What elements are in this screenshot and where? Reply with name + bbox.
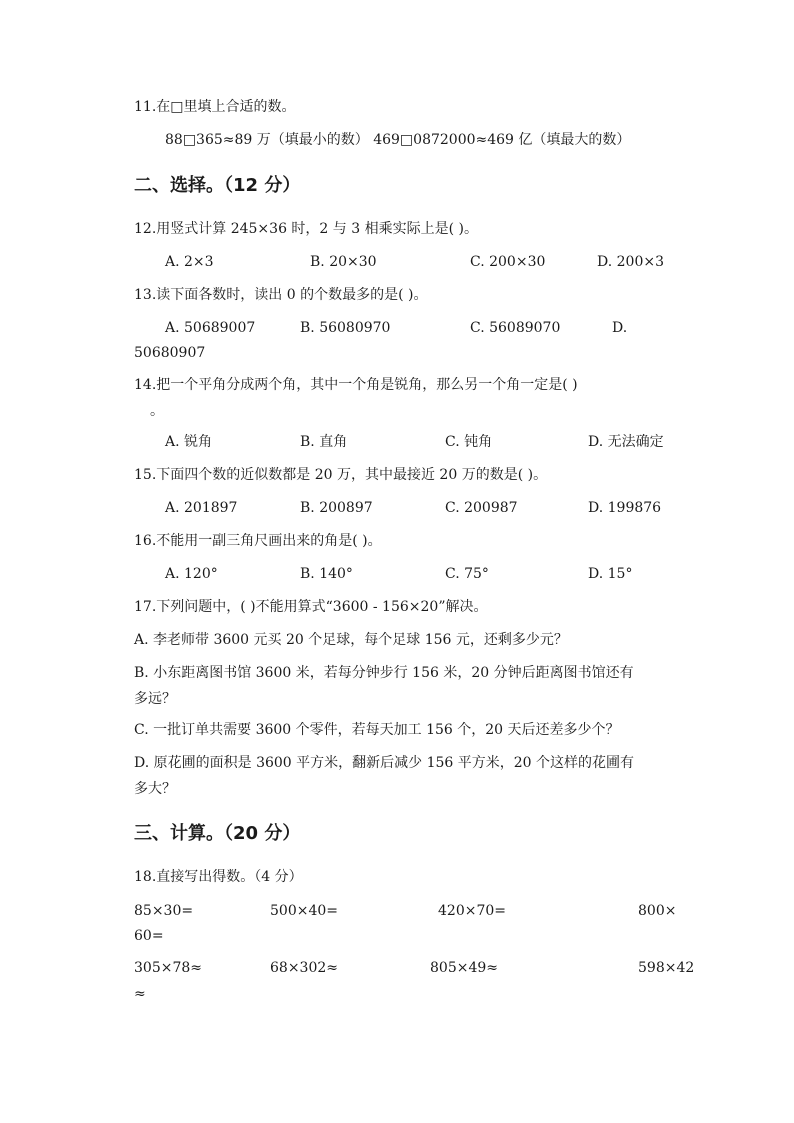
q18-r1-c2: 500×40=: [270, 903, 338, 919]
q18-r1-c4: 800×: [638, 903, 677, 919]
q15-option-d: D. 199876: [588, 500, 662, 516]
q11-line: 88□365≈89 万（填最小的数） 469□0872000≈469 亿（填最大的数）: [165, 132, 631, 148]
q18-r2-c2: 68×302≈: [270, 960, 338, 976]
q17-option-b: B. 小东距离图书馆 3600 米，若每分钟步行 156 米，20 分钟后距离图书馆还有: [134, 665, 634, 681]
q17-option-c: C. 一批订单共需要 3600 个零件，若每天加工 156 个，20 天后还差多少个？: [134, 722, 620, 738]
q18-r2-c3: 805×49≈: [430, 960, 498, 976]
q16-option-d: D. 15°: [588, 566, 633, 582]
q12-option-c: C. 200×30: [470, 254, 546, 270]
q18-r2-cont: ≈: [134, 986, 146, 1002]
q16-stem: 16.不能用一副三角尺画出来的角是( )。: [134, 533, 382, 549]
q14-option-d: D. 无法确定: [588, 434, 664, 450]
q14-option-b: B. 直角: [300, 434, 348, 450]
q17-option-d: D. 原花圃的面积是 3600 平方米，翻新后减少 156 平方米，20 个这样的花圃有: [134, 755, 635, 771]
q17-option-a: A. 李老师带 3600 元买 20 个足球，每个足球 156 元，还剩多少元？: [134, 632, 568, 648]
q12-option-a: A. 2×3: [165, 254, 214, 270]
q11-stem: 11.在□里填上合适的数。: [134, 99, 296, 115]
q17-option-d-cont: 多大？: [134, 781, 176, 797]
q18-r2-c4: 598×42: [638, 960, 695, 976]
q15-option-b: B. 200897: [300, 500, 373, 516]
q14-stem-cont: 。: [150, 403, 164, 419]
q15-stem: 15.下面四个数的近似数都是 20 万，其中最接近 20 万的数是( )。: [134, 467, 548, 483]
q17-option-b-cont: 多远？: [134, 691, 176, 707]
q14-option-c: C. 钝角: [445, 434, 493, 450]
q16-option-b: B. 140°: [300, 566, 353, 582]
section-3-title: 三、计算。（20 分）: [134, 823, 301, 844]
q17-stem: 17.下列问题中，( )不能用算式“3600 - 156×20”解决。: [134, 599, 488, 615]
q15-option-a: A. 201897: [165, 500, 238, 516]
q13-option-d: D.: [612, 320, 628, 336]
q12-option-b: B. 20×30: [310, 254, 377, 270]
q18-r2-c1: 305×78≈: [134, 960, 202, 976]
q12-stem: 12.用竖式计算 245×36 时，2 与 3 相乘实际上是( )。: [134, 221, 478, 237]
q13-option-d-value: 50680907: [134, 345, 206, 361]
q14-stem: 14.把一个平角分成两个角，其中一个角是锐角，那么另一个角一定是( ): [134, 377, 578, 393]
q15-option-c: C. 200987: [445, 500, 518, 516]
q14-option-a: A. 锐角: [165, 434, 213, 450]
q13-option-b: B. 56080970: [300, 320, 391, 336]
q13-stem: 13.读下面各数时，读出 0 的个数最多的是( )。: [134, 287, 428, 303]
q12-option-d: D. 200×3: [597, 254, 664, 270]
q18-stem: 18.直接写出得数。（4 分）: [134, 869, 303, 885]
q13-option-c: C. 56089070: [470, 320, 561, 336]
q18-r1-c1: 85×30=: [134, 903, 194, 919]
q18-r1-c3: 420×70=: [438, 903, 506, 919]
q13-option-a: A. 50689007: [165, 320, 256, 336]
q18-r1-cont: 60=: [134, 928, 164, 944]
q16-option-a: A. 120°: [165, 566, 218, 582]
q16-option-c: C. 75°: [445, 566, 489, 582]
section-2-title: 二、选择。（12 分）: [134, 175, 301, 196]
